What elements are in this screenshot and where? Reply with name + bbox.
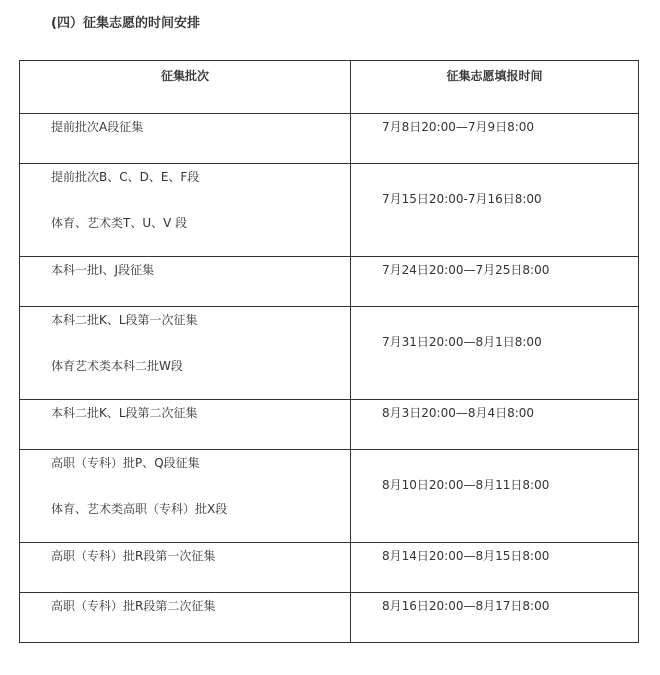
batch-line: 体育艺术类本科二批W段 [51, 359, 183, 373]
time-cell [351, 593, 639, 643]
table-row [20, 400, 639, 450]
batch-line: 高职（专科）批R段第一次征集 [51, 549, 216, 563]
batch-cell [20, 164, 351, 257]
batch-line: 提前批次A段征集 [51, 120, 144, 134]
batch-line: 本科一批I、J段征集 [51, 263, 155, 277]
batch-line: 本科二批K、L段第二次征集 [51, 406, 198, 420]
table-header-row [20, 61, 639, 114]
batch-cell [20, 543, 351, 593]
table-row [20, 164, 639, 257]
section-heading: (四）征集志愿的时间安排 [51, 16, 200, 31]
table-row [20, 257, 639, 307]
column-header-time-label: 征集志愿填报时间 [446, 69, 543, 83]
time-cell [351, 257, 639, 307]
table-row [20, 543, 639, 593]
batch-cell [20, 114, 351, 164]
time-value: 8月10日20:00—8月11日8:00 [382, 478, 550, 492]
table-row [20, 450, 639, 543]
time-cell [351, 450, 639, 543]
batch-line: 提前批次B、C、D、E、F段 [51, 170, 200, 184]
batch-line: 高职（专科）批P、Q段征集 [51, 456, 200, 470]
time-value: 8月14日20:00—8月15日8:00 [382, 549, 550, 563]
batch-cell [20, 400, 351, 450]
schedule-table [19, 60, 639, 643]
time-value: 7月8日20:00—7月9日8:00 [382, 120, 535, 134]
time-cell [351, 164, 639, 257]
time-cell [351, 307, 639, 400]
time-cell [351, 400, 639, 450]
batch-cell [20, 257, 351, 307]
time-value: 7月31日20:00—8月1日8:00 [382, 335, 542, 349]
column-header-time [351, 61, 639, 114]
batch-line: 体育、艺术类T、U、V 段 [51, 216, 188, 230]
batch-cell [20, 450, 351, 543]
table-row [20, 114, 639, 164]
time-value: 8月3日20:00—8月4日8:00 [382, 406, 535, 420]
batch-line: 本科二批K、L段第一次征集 [51, 313, 198, 327]
column-header-batch [20, 61, 351, 114]
time-value: 7月24日20:00—7月25日8:00 [382, 263, 550, 277]
time-cell [351, 114, 639, 164]
time-cell [351, 543, 639, 593]
time-value: 8月16日20:00—8月17日8:00 [382, 599, 550, 613]
batch-cell [20, 307, 351, 400]
batch-line: 高职（专科）批R段第二次征集 [51, 599, 216, 613]
batch-cell [20, 593, 351, 643]
table-row [20, 593, 639, 643]
table-row [20, 307, 639, 400]
column-header-batch-label: 征集批次 [160, 69, 209, 83]
batch-line: 体育、艺术类高职（专科）批X段 [51, 502, 228, 516]
time-value: 7月15日20:00-7月16日8:00 [382, 192, 542, 206]
